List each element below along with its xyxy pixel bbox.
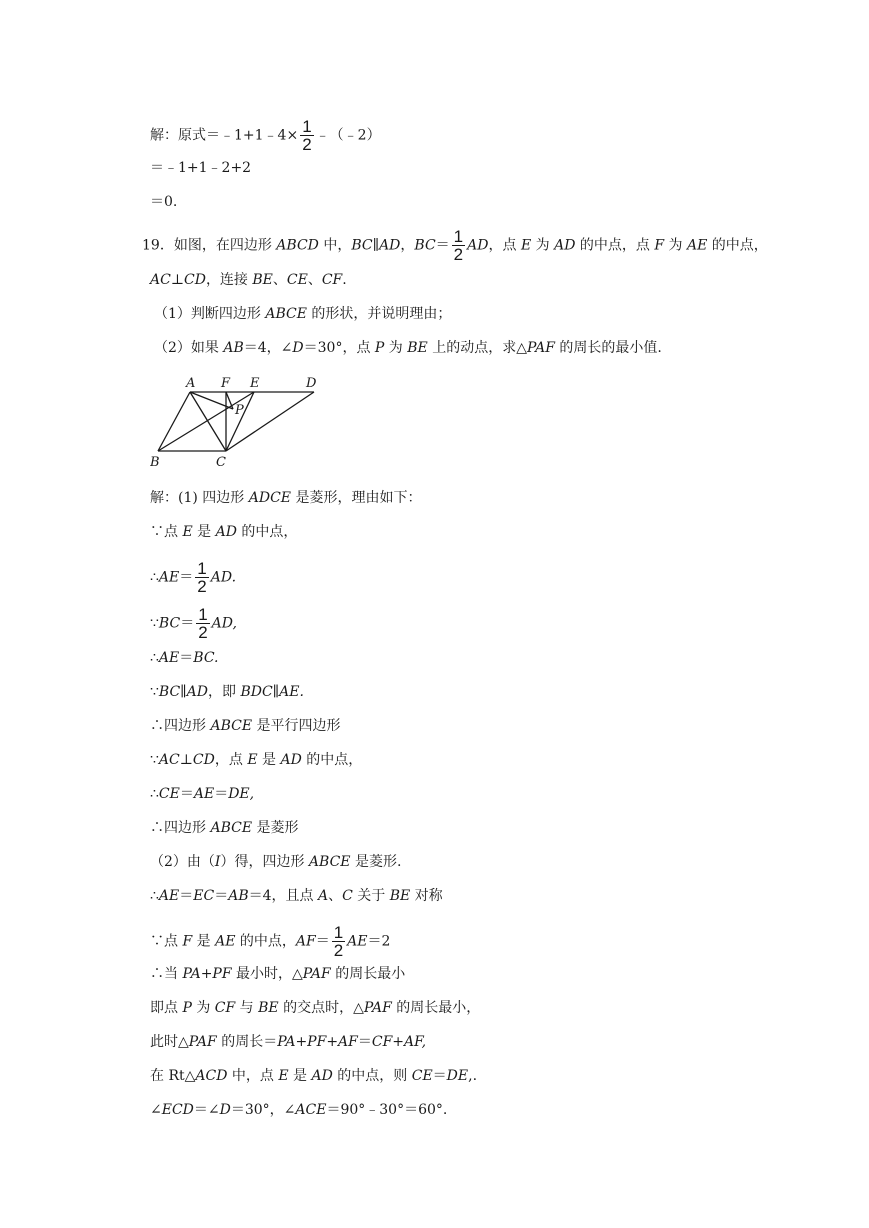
- text: 为: [384, 340, 408, 356]
- text: 的周长＝: [216, 1034, 278, 1050]
- text: ﹣（﹣2）: [315, 127, 381, 144]
- math-text: AE: [215, 933, 236, 950]
- text: 在 Rt△: [150, 1068, 196, 1084]
- math-text: AD: [280, 752, 302, 768]
- text: ＝: [214, 786, 229, 802]
- text: 即点: [150, 1000, 183, 1016]
- label-E: E: [250, 376, 260, 391]
- math-text: BE: [389, 888, 411, 904]
- solution-line-14: [150, 964, 405, 984]
- label-P: P: [235, 403, 244, 418]
- text: ∵: [150, 684, 159, 700]
- text: 、: [328, 888, 343, 904]
- math-text: E: [182, 524, 193, 540]
- prev-solution-line-2: ＝﹣1+1﹣2+2: [150, 160, 252, 176]
- text: ＝: [432, 1068, 447, 1084]
- math-text: E: [520, 237, 532, 254]
- math-text: BE: [258, 1000, 279, 1016]
- text: ＝4，且点: [248, 888, 318, 904]
- text: 关于: [352, 888, 390, 904]
- text: 为: [191, 1000, 215, 1016]
- math-text: BC∥AD: [158, 684, 208, 700]
- text: 解：(1) 四边形: [150, 490, 249, 506]
- math-text: ABCE: [210, 820, 253, 836]
- text: ∴: [150, 786, 159, 802]
- solution-line-16: [150, 1032, 426, 1052]
- question-part-2: [154, 338, 662, 358]
- fraction-numerator: 1: [197, 559, 207, 578]
- text: 的中点，: [235, 933, 296, 950]
- text: ＝: [179, 786, 194, 802]
- solution-line-17: [150, 1066, 477, 1086]
- text: ＝: [357, 1034, 372, 1050]
- solution-line-6: [150, 682, 304, 702]
- text: 的周长最小: [330, 966, 406, 982]
- text: 的周长最小，: [391, 1000, 481, 1016]
- math-text: BC: [414, 237, 436, 254]
- text: ∵: [150, 615, 159, 632]
- solution-line-4: [150, 606, 237, 641]
- solution-line-13: [150, 924, 390, 959]
- solution-line-10: [150, 818, 299, 838]
- math-text: ECD: [161, 1102, 194, 1118]
- fraction-denominator: 2: [302, 135, 312, 154]
- math-text: AE: [193, 786, 215, 802]
- text: ，点: [488, 237, 521, 254]
- math-text: CE: [158, 786, 180, 802]
- text: ∴四边形: [150, 718, 211, 734]
- math-text: I: [214, 854, 221, 870]
- math-text: BC: [158, 615, 181, 632]
- math-text: PAF: [363, 1000, 392, 1016]
- text: 对称: [410, 888, 443, 904]
- fraction-denominator: 2: [453, 245, 464, 264]
- fraction: [196, 606, 209, 641]
- math-text: P: [182, 1000, 192, 1016]
- math-text: AE: [686, 237, 708, 254]
- math-text: AD,: [211, 615, 237, 632]
- math-text: BDC∥AE.: [240, 684, 304, 700]
- text: 是菱形.: [350, 854, 402, 870]
- text: ＝: [179, 569, 194, 586]
- text: 是: [257, 752, 281, 768]
- text: 是: [288, 1068, 312, 1084]
- math-text: ABCE: [265, 306, 307, 322]
- math-text: C: [342, 888, 353, 904]
- text: 是菱形，理由如下：: [291, 490, 422, 506]
- text: （1）判断四边形: [154, 306, 266, 322]
- math-text: P: [374, 340, 385, 356]
- math-text: AD.: [210, 569, 237, 586]
- fraction-denominator: 2: [197, 577, 207, 596]
- text: 的中点，则: [332, 1068, 412, 1084]
- text: 的交点时，△: [278, 1000, 364, 1016]
- text: ＝: [179, 888, 194, 904]
- math-text: PAF: [526, 340, 555, 356]
- solution-line-12: [150, 886, 443, 906]
- text: ，点: [214, 752, 248, 768]
- math-text: F: [182, 933, 193, 950]
- fraction-numerator: 1: [198, 605, 208, 624]
- math-text: ACD: [195, 1068, 228, 1084]
- math-text: D: [292, 340, 304, 356]
- label-C: C: [216, 455, 226, 470]
- text: ∴当: [150, 966, 183, 982]
- text: ＝4，∠: [243, 340, 293, 356]
- text: ∠: [150, 1102, 162, 1118]
- math-text: PAF: [302, 966, 331, 982]
- text: ＝: [435, 237, 450, 254]
- math-text: AD: [311, 1068, 333, 1084]
- math-text: AC⊥CD: [150, 272, 206, 288]
- math-text: CE: [286, 272, 308, 288]
- math-text: ACE: [295, 1102, 327, 1118]
- text: ∵点: [150, 933, 183, 950]
- math-text: AD: [467, 237, 489, 254]
- solution-line-15: [150, 998, 480, 1018]
- math-text: CF+AF,: [371, 1034, 427, 1050]
- label-B: B: [150, 455, 160, 470]
- solution-line-8: [150, 750, 362, 770]
- text: ∴: [150, 650, 159, 666]
- fraction: [300, 118, 313, 153]
- fraction: [195, 560, 208, 595]
- math-text: ABCD: [276, 237, 319, 254]
- text: 的中点，点: [575, 237, 655, 254]
- math-text: AB: [223, 340, 244, 356]
- segment-AB: [158, 392, 190, 451]
- text: 的中点，: [301, 752, 363, 768]
- geometry-figure: [150, 372, 335, 472]
- math-text: EC: [193, 888, 215, 904]
- question-statement-line-1: [142, 228, 768, 263]
- text: 中，: [318, 237, 352, 254]
- math-text: AF: [295, 933, 316, 950]
- prev-solution-line-3: ＝0.: [150, 194, 178, 210]
- text: ＝30°，点: [303, 340, 375, 356]
- fraction: [332, 924, 345, 959]
- math-text: ABCE: [308, 854, 351, 870]
- label-F: F: [221, 376, 231, 391]
- text: ）得，四边形: [220, 854, 309, 870]
- label-D: D: [306, 376, 317, 391]
- text: .: [342, 272, 347, 288]
- text: 上的动点，求△: [427, 340, 527, 356]
- text: 是平行四边形: [252, 718, 341, 734]
- question-statement-line-2: [150, 270, 347, 290]
- text: 、: [307, 272, 322, 288]
- math-text: AE: [158, 650, 180, 666]
- text: ＝: [179, 650, 194, 666]
- math-text: CF: [321, 272, 343, 288]
- text: ∵点: [150, 524, 183, 540]
- math-text: PA+PF: [182, 966, 232, 982]
- math-text: F: [654, 237, 665, 254]
- math-text: AD: [554, 237, 576, 254]
- fraction-denominator: 2: [333, 941, 344, 960]
- text: ＝90°﹣30°＝60°.: [326, 1102, 448, 1118]
- text: ，连接: [205, 272, 253, 288]
- solution-line-3: [150, 560, 236, 595]
- text: 的中点，: [707, 237, 768, 254]
- math-text: AC⊥CD: [158, 752, 215, 768]
- text: 为: [664, 237, 687, 254]
- text: ＝30°，∠: [230, 1102, 296, 1118]
- text: 中，点: [227, 1068, 279, 1084]
- math-text: E: [278, 1068, 289, 1084]
- text: 解：原式＝﹣1+1﹣4×: [150, 127, 299, 144]
- prev-solution-line-1: [150, 118, 381, 153]
- math-text: AD: [215, 524, 237, 540]
- math-text: PAF: [188, 1034, 217, 1050]
- text: ，即: [207, 684, 241, 700]
- solution-line-9: [150, 784, 254, 804]
- text: ，: [400, 237, 415, 254]
- text: ∴: [150, 569, 159, 586]
- math-text: CF: [214, 1000, 236, 1016]
- text: ,.: [468, 1068, 478, 1084]
- math-text: AE: [158, 888, 180, 904]
- math-text: E: [247, 752, 258, 768]
- math-text: AB: [228, 888, 249, 904]
- math-text: PA+PF+AF: [277, 1034, 358, 1050]
- text: 的形状，并说明理由；: [306, 306, 452, 322]
- math-text: ADCE: [248, 490, 292, 506]
- fraction: [452, 228, 465, 263]
- math-text: DE,: [228, 786, 255, 802]
- fraction-numerator: 1: [302, 117, 312, 136]
- text: 是: [192, 933, 216, 950]
- text: ＝: [214, 888, 229, 904]
- text: （2）如果: [154, 340, 224, 356]
- label-A: A: [186, 376, 196, 391]
- math-text: CE: [411, 1068, 433, 1084]
- math-text: DE: [446, 1068, 469, 1084]
- solution-line-18: [150, 1100, 447, 1120]
- text: 的中点，: [236, 524, 298, 540]
- text: 的周长的最小值.: [554, 340, 662, 356]
- text: 为: [531, 237, 555, 254]
- math-text: BE: [252, 272, 273, 288]
- fraction-numerator: 1: [453, 227, 464, 246]
- text: 是: [192, 524, 216, 540]
- math-text: BE: [407, 340, 428, 356]
- text: ＝: [180, 615, 195, 632]
- solution-line-2: [150, 522, 297, 542]
- question-part-1: [154, 304, 451, 324]
- text: ∴四边形: [150, 820, 211, 836]
- text: 、: [272, 272, 287, 288]
- math-text: ABCE: [210, 718, 253, 734]
- solution-line-1: [150, 488, 421, 508]
- text: ∴: [150, 888, 159, 904]
- text: （2）由（: [150, 854, 215, 870]
- solution-line-11: [150, 852, 401, 872]
- text: 最小时，△: [231, 966, 303, 982]
- text: 与: [235, 1000, 259, 1016]
- math-text: BC∥AD: [351, 237, 401, 254]
- text: ＝2: [367, 933, 391, 950]
- text: ∵: [150, 752, 159, 768]
- question-number: 19．: [142, 237, 174, 254]
- solution-line-7: [150, 716, 341, 736]
- text: 此时△: [150, 1034, 189, 1050]
- math-text: A: [317, 888, 329, 904]
- math-text: BC.: [193, 650, 219, 666]
- math-text: D: [219, 1102, 231, 1118]
- text: 如图，在四边形: [173, 237, 277, 254]
- solution-line-5: [150, 648, 218, 668]
- fraction-numerator: 1: [333, 923, 344, 942]
- text: ＝∠: [193, 1102, 220, 1118]
- text: 是菱形: [252, 820, 299, 836]
- fraction-denominator: 2: [198, 623, 208, 642]
- math-text: AE: [347, 933, 368, 950]
- segment-AC: [190, 392, 226, 451]
- math-text: AE: [158, 569, 180, 586]
- text: ＝: [315, 933, 330, 950]
